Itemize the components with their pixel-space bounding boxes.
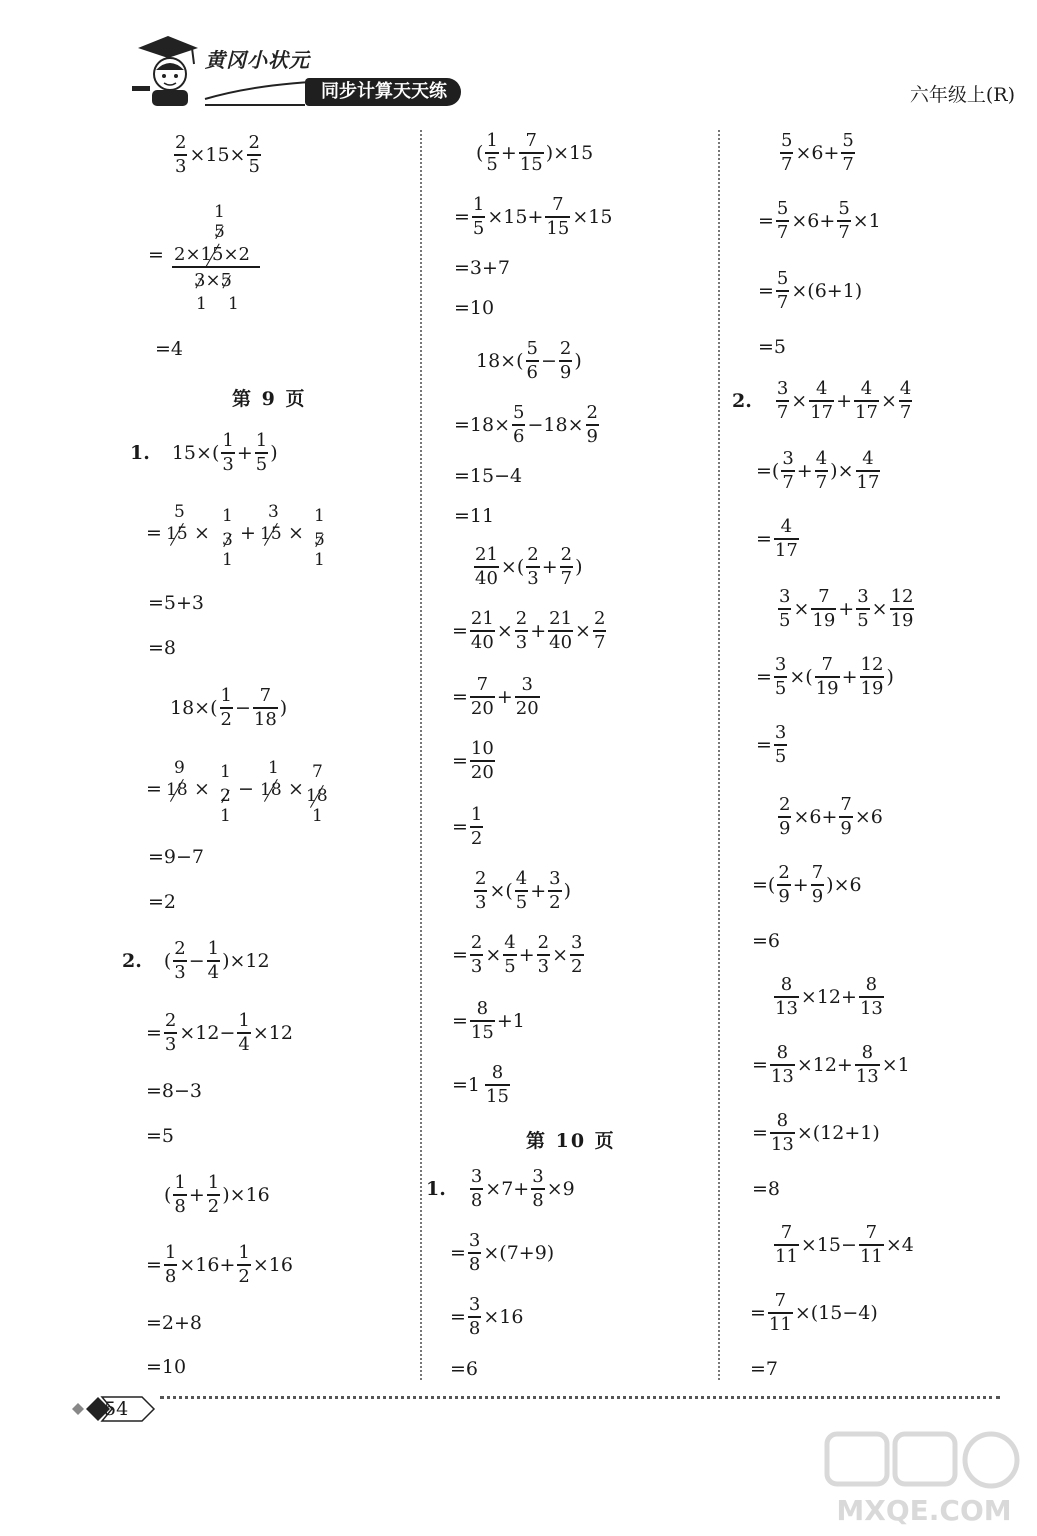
math-line: = 7 20 + 3 20 [452, 674, 539, 719]
math-line: =10 [454, 297, 495, 319]
watermark-logo [819, 1430, 1029, 1530]
math-line: = 5 7 ×6+ 5 7 ×1 [758, 198, 881, 243]
math-line: = 1 5 ×15+ 7 15 ×15 [454, 194, 613, 239]
math-line: 8 13 ×12+ 8 13 [775, 974, 883, 1019]
math-line: = 2 3 × 4 5 + 2 3 × 3 2 [452, 932, 583, 977]
grade-label: 六年级上(R) [909, 84, 1015, 106]
math-line: 2 3 ×15× 2 5 [175, 132, 260, 177]
math-line: = 3 8 ×16 [450, 1294, 524, 1339]
math-line: = 1 8 ×16+ 1 2 ×16 [146, 1242, 293, 1287]
page-heading: 第 10 页 [526, 1130, 616, 1152]
math-line: =6 [752, 930, 781, 952]
math-line: = 2 3 ×12− 1 4 ×12 [146, 1010, 293, 1055]
math-line: 2 9 ×6+ 7 9 ×6 [779, 794, 883, 839]
brand-logo-text: 黄冈小状元 [205, 48, 310, 72]
math-line: =3+7 [454, 257, 511, 279]
math-line: = 4 17 [756, 516, 798, 561]
math-line: =2+8 [146, 1312, 203, 1334]
math-line: ( 1 8 + 1 2 )×16 [164, 1172, 270, 1217]
cancellation-step: = 9 18 × 1 2 1 − 1 18 × 7 18 1 [146, 758, 328, 826]
math-line: = 8 15 +1 [452, 998, 525, 1043]
math-line: =2 [148, 891, 177, 913]
math-line: = 8 13 × (12+1) [752, 1110, 880, 1155]
math-line: =15−4 [454, 465, 523, 487]
math-line: =9−7 [148, 846, 205, 868]
math-line: 18×( 5 6 − 2 9 ) [476, 338, 582, 383]
math-line: = 8 13 ×12+ 8 13 ×1 [752, 1042, 910, 1087]
math-line: 21 40 ×( 2 3 + 2 7 ) [475, 544, 583, 589]
page-heading: 第 9 页 [232, 388, 307, 410]
math-line: =10 [146, 1356, 187, 1378]
math-line: 1. 3 8 ×7+ 3 8 ×9 [426, 1166, 575, 1211]
math-line: =7 [750, 1358, 779, 1380]
math-line: 3 5 × 7 19 + 3 5 × 12 19 [779, 586, 914, 631]
math-line: 1. 15×( 1 3 + 1 5 ) [130, 430, 278, 475]
math-line: 7 11 ×15− 7 11 ×4 [775, 1222, 914, 1267]
math-line: 2. ( 2 3 − 1 4 )×12 [122, 938, 270, 983]
cancellation-step: 1 5 = 2×15×2 3×5 1 1 [148, 200, 278, 320]
math-line: 18×( 1 2 − 7 18 ) [170, 685, 288, 730]
page-number: 54 [104, 1398, 129, 1420]
math-line: =18× 5 6 −18× 2 9 [454, 402, 598, 447]
math-line: =( 3 7 + 4 7 )× 4 17 [756, 448, 880, 493]
series-banner: 同步计算天天练 [305, 78, 461, 106]
math-line: 2. 3 7 × 4 17 + 4 17 × 4 7 [732, 378, 912, 423]
column-divider [718, 130, 720, 1380]
cancellation-step: = 5 15 × 1 3 1 + 3 15 × 1 5 1 [146, 502, 325, 570]
math-line: =8 [752, 1178, 781, 1200]
math-line: = 7 11 × (15−4) [750, 1290, 878, 1335]
math-line: 2 3 ×( 4 5 + 3 2 ) [475, 868, 572, 913]
math-line: =5 [146, 1125, 175, 1147]
math-line: =5+3 [148, 592, 205, 614]
svg-text:MXQE.COM: MXQE.COM [836, 1494, 1012, 1527]
math-line: = 21 40 × 2 3 + 21 40 × 2 7 [452, 608, 606, 653]
math-line: =8−3 [146, 1080, 203, 1102]
mascot-logo-icon [128, 30, 208, 110]
footer-dotted-rule [160, 1396, 1000, 1399]
math-line: =11 [454, 505, 495, 527]
math-line: =6 [450, 1358, 479, 1380]
math-line: = 3 8 × (7+9) [450, 1230, 555, 1275]
math-line: =5 [758, 336, 787, 358]
math-line: = 3 5 ×( 7 19 + 12 19 ) [756, 654, 894, 699]
math-line: = 1 8 15 [452, 1062, 509, 1107]
math-line: ( 1 5 + 7 15 )×15 [476, 130, 594, 175]
math-line: = 5 7 × (6+1) [758, 268, 863, 313]
math-line: =8 [148, 637, 177, 659]
math-line: = 10 20 [452, 738, 494, 783]
column-divider [420, 130, 422, 1380]
math-line: =( 2 9 + 7 9 )×6 [752, 862, 862, 907]
math-line: 5 7 ×6+ 5 7 [781, 130, 854, 175]
math-line: = 1 2 [452, 804, 483, 849]
header-rule [205, 104, 305, 106]
math-line: = 3 5 [756, 722, 787, 767]
math-line: =4 [155, 338, 184, 360]
